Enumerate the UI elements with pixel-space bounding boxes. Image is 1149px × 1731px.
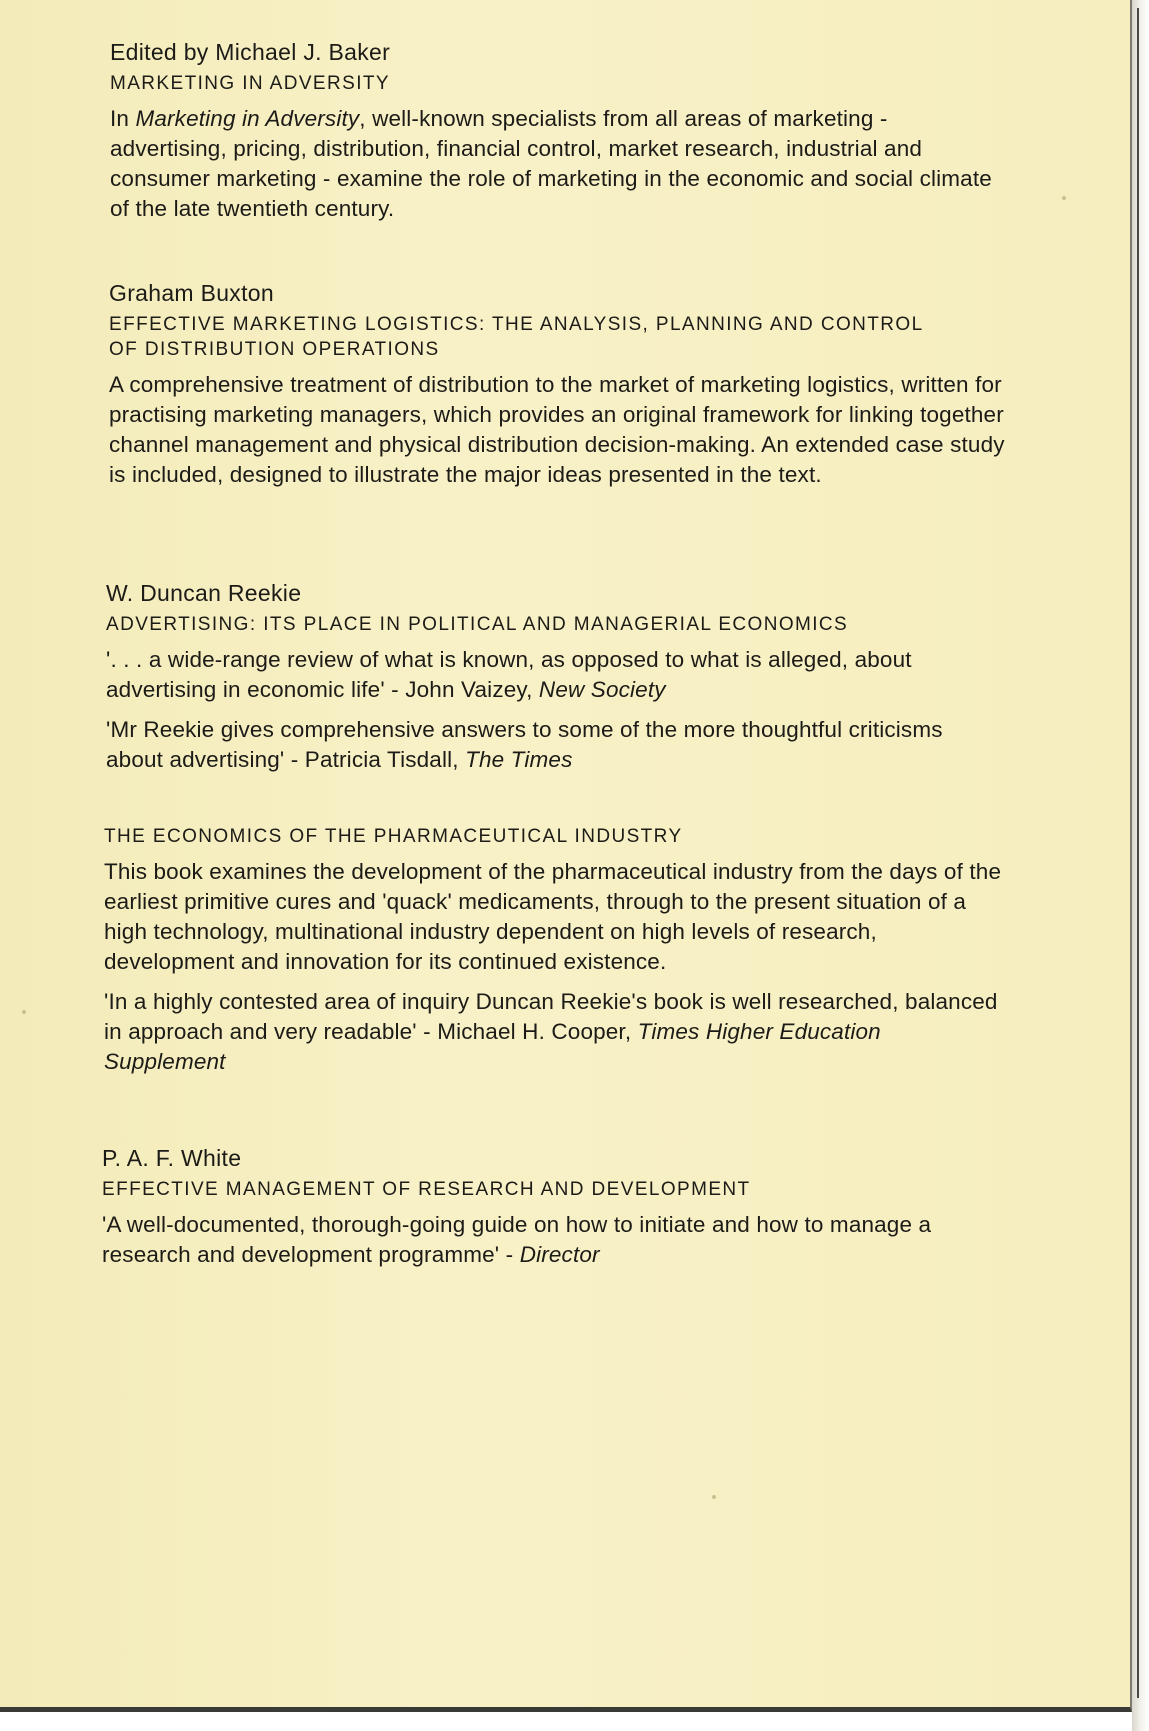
book-entry-advertising: [106, 579, 1006, 785]
book-title: EFFECTIVE MANAGEMENT OF RESEARCH AND DEVELOPMENT: [102, 1179, 751, 1200]
book-description: [104, 857, 1004, 977]
book-title: EFFECTIVE MARKETING LOGISTICS: THE ANALYSIS, PLANNING AND CONTROL OF DISTRIBUTION OPERATIONS: [109, 314, 923, 360]
text-run: 'Mr Reekie gives comprehensive answers to some of the more thoughtful criticisms about advertising' - Patricia Tisdall,: [106, 717, 943, 772]
book-description: [110, 104, 1010, 224]
book-entry-pharmaceutical-industry: [104, 824, 1004, 1087]
book-description: [109, 370, 1024, 490]
text-run: A comprehensive treatment of distribution to the market of marketing logistics, written for practising marketing managers, which provides an original framework for linking together channel management and physical distribution decision-making. An extended case study is included, designed to illustrate the major ideas presented in the text.: [109, 372, 1005, 487]
book-review-quote: [106, 715, 1006, 775]
book-review-quote: [102, 1210, 962, 1270]
book-author: P. A. F. White: [102, 1145, 242, 1171]
book-title: ADVERTISING: ITS PLACE IN POLITICAL AND MANAGERIAL ECONOMICS: [106, 614, 849, 635]
italic-text-run: The Times: [465, 747, 573, 772]
book-entry-marketing-in-adversity: [110, 38, 1010, 234]
text-run: , well-known specialists from all areas of marketing - advertising, pricing, distribution, financial control, market research, industrial and consumer marketing - examine the role of marketing in the economic and social climate of the late twentieth century.: [110, 106, 992, 221]
book-author: W. Duncan Reekie: [106, 580, 302, 606]
text-run: 'In a highly contested area of inquiry Duncan Reekie's book is well researched, balanced in approach and very readable' - Michael H. Cooper,: [104, 989, 998, 1044]
book-entry-marketing-logistics: [109, 279, 1024, 500]
italic-text-run: Marketing in Adversity: [135, 106, 360, 131]
text-run: This book examines the development of the pharmaceutical industry from the days of the earliest primitive cures and 'quack' medicaments, through to the present situation of a high technology, multinational industry dependent on high levels of research, development and innovation for its continued existence.: [104, 859, 1002, 974]
book-author: Edited by Michael J. Baker: [110, 39, 391, 65]
italic-text-run: New Society: [538, 677, 666, 702]
book-entry-research-and-development: [102, 1144, 962, 1280]
cover-edge: [1132, 0, 1149, 1731]
text-run: 'A well-documented, thorough-going guide on how to initiate and how to manage a research and development programme' -: [102, 1212, 932, 1267]
italic-text-run: Director: [519, 1242, 600, 1267]
book-title: THE ECONOMICS OF THE PHARMACEUTICAL INDUSTRY: [104, 826, 683, 847]
text-run: '. . . a wide-range review of what is known, as opposed to what is alleged, about advertising in economic life' - John Vaizey,: [106, 647, 912, 702]
italic-text-run: Times Higher Education Supplement: [104, 1019, 881, 1074]
cover-edge-line: [1137, 8, 1139, 1698]
book-review-quote: [106, 645, 1006, 705]
book-author: Graham Buxton: [109, 280, 274, 306]
book-review-quote: [104, 987, 1004, 1077]
book-title: MARKETING IN ADVERSITY: [110, 73, 390, 94]
text-run: In: [110, 106, 136, 131]
